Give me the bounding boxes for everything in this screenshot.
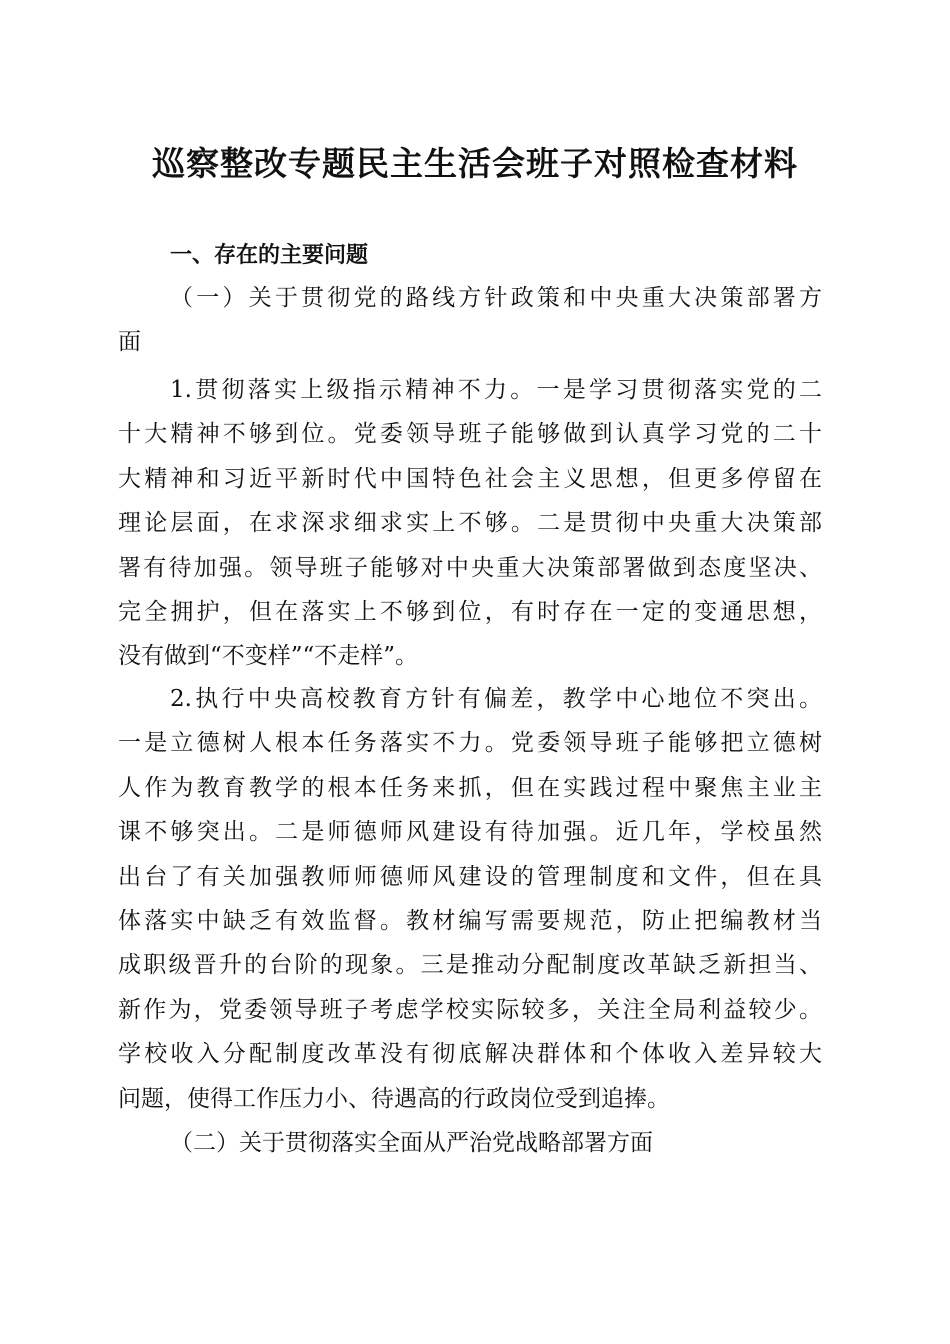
text-line: （二）关于贯彻落实全面从严治党战略部署方面 (170, 1130, 653, 1156)
text-line: 2.执行中央高校教育方针有偏差，教学中心地位不突出。 (170, 686, 822, 712)
subsection-heading-2 (118, 1121, 822, 1165)
text-line: 十大精神不够到位。党委领导班子能够做到认真学习党的二十 (118, 421, 822, 448)
text-line: 1.贯彻落实上级指示精神不力。一是学习贯彻落实党的二 (170, 377, 822, 403)
text-line: 完全拥护，但在落实上不够到位，有时存在一定的变通思想， (118, 598, 822, 625)
text-line: 一是立德树人根本任务落实不力。党委领导班子能够把立德树 (118, 730, 822, 757)
text-line: 学校收入分配制度改革没有彻底解决群体和个体收入差异较大 (118, 1041, 822, 1068)
text-line: 没有做到“不变样”“不走样”。 (118, 643, 419, 670)
text-line: 课不够突出。二是师德师风建设有待加强。近几年，学校虽然 (118, 819, 822, 846)
paragraph-2 (118, 677, 822, 1121)
text-line: 出台了有关加强教师师德师风建设的管理制度和文件，但在具 (118, 863, 822, 890)
paragraph-1 (118, 368, 822, 679)
text-line: 面 (118, 329, 141, 356)
text-line: 理论层面，在求深求细求实上不够。二是贯彻中央重大决策部 (118, 510, 822, 537)
text-line: 成职级晋升的台阶的现象。三是推动分配制度改革缺乏新担当、 (118, 952, 822, 979)
text-line: 大精神和习近平新时代中国特色社会主义思想，但更多停留在 (118, 465, 822, 492)
text-line: （一）关于贯彻党的路线方针政策和中央重大决策部署方 (170, 285, 822, 311)
section-heading: 一、存在的主要问题 (170, 243, 369, 268)
subsection-heading-1 (118, 276, 822, 365)
document-title: 巡察整改专题民主生活会班子对照检查材料 (152, 144, 798, 183)
text-line: 问题，使得工作压力小、待遇高的行政岗位受到追捧。 (118, 1085, 670, 1112)
text-line: 体落实中缺乏有效监督。教材编写需要规范，防止把编教材当 (118, 907, 822, 934)
text-line: 新作为，党委领导班子考虑学校实际较多，关注全局利益较少。 (118, 996, 822, 1023)
text-line: 人作为教育教学的根本任务来抓，但在实践过程中聚焦主业主 (118, 774, 822, 801)
text-line: 署有待加强。领导班子能够对中央重大决策部署做到态度坚决、 (118, 554, 822, 581)
